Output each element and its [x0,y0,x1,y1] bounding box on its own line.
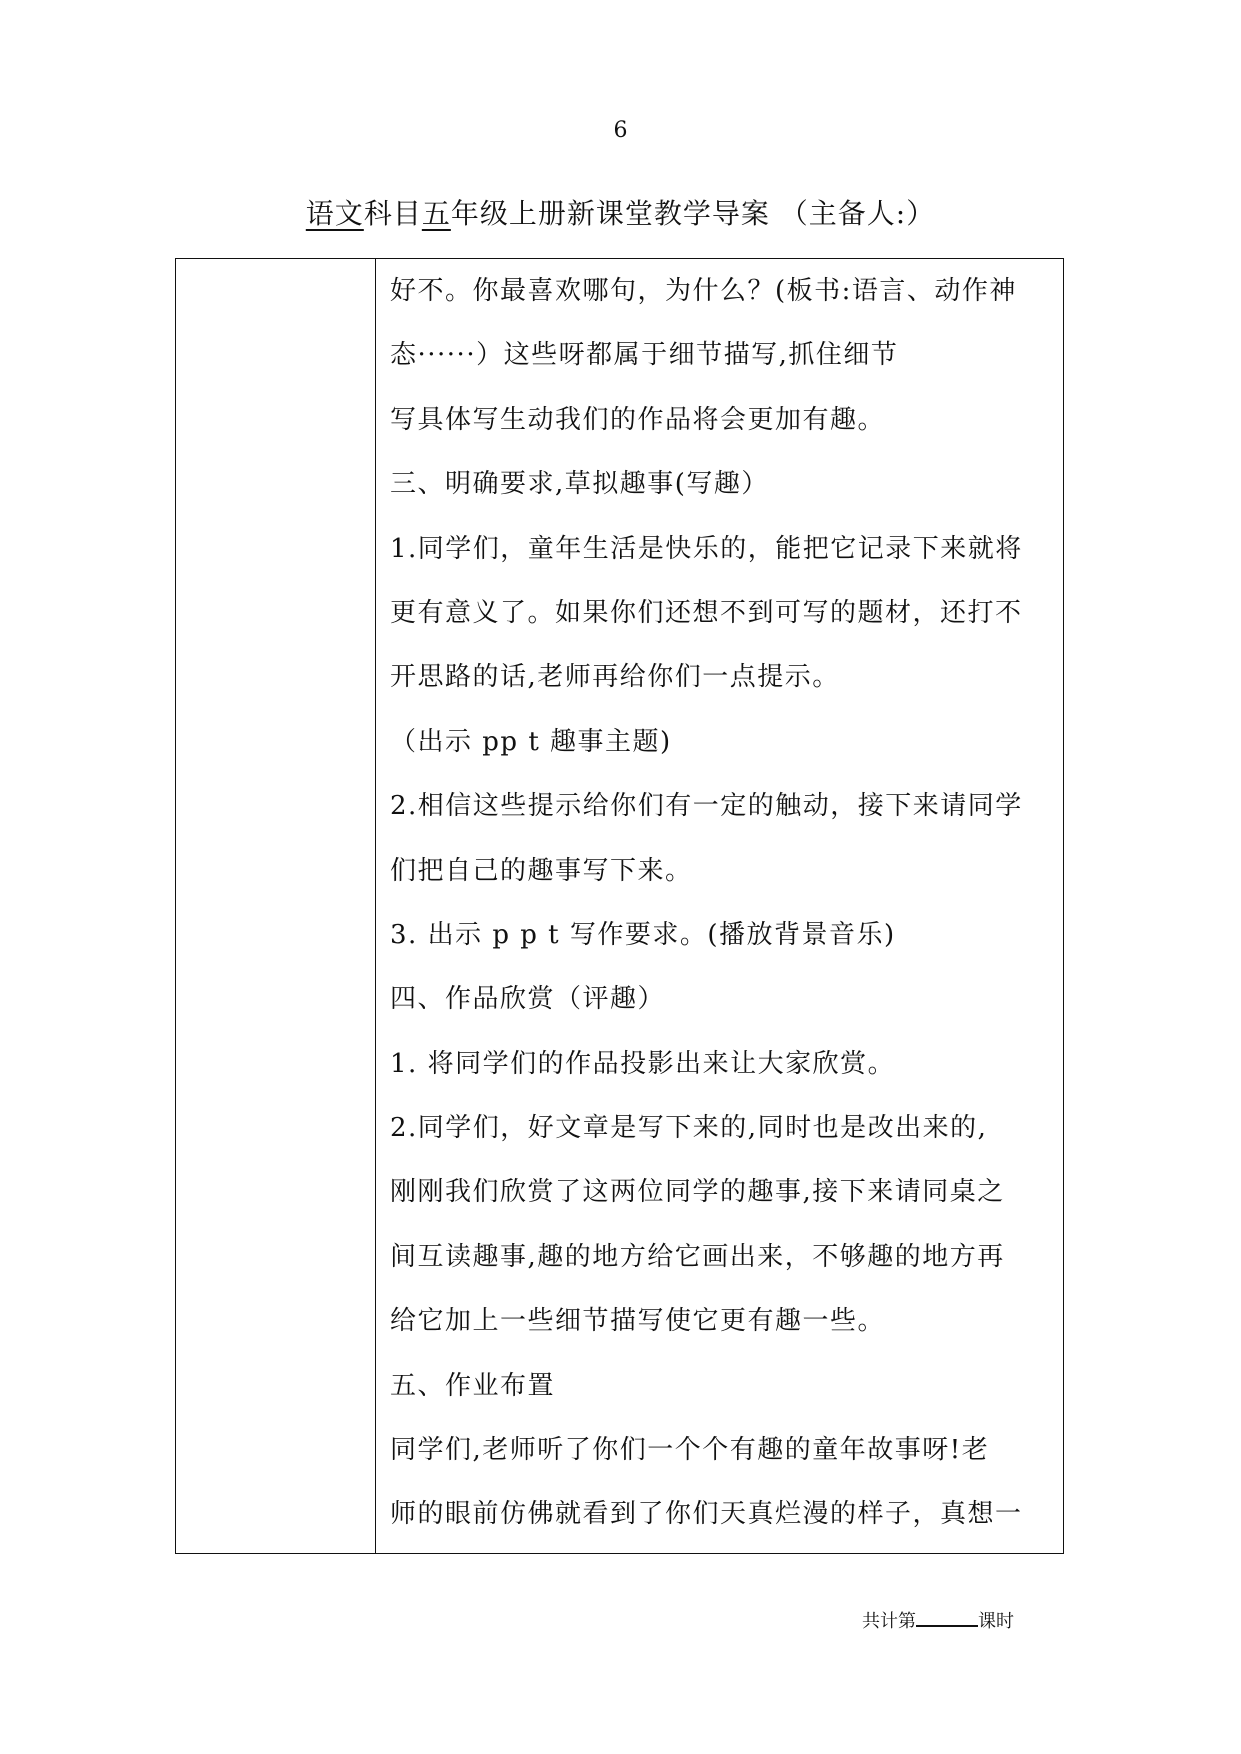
content-line: 间互读趣事,趣的地方给它画出来，不够趣的地方再 [390,1241,1005,1272]
preparer-label: （主备人:） [779,197,936,230]
lesson-plan-table [175,258,1064,1554]
page-number: 6 [613,118,628,143]
lesson-count-blank [916,1607,978,1627]
content-line: 3. 出示 p p t 写作要求。(播放背景音乐) [390,919,896,950]
footer-suffix: 课时 [978,1611,1014,1632]
section-heading: 五、作业布置 [390,1370,556,1401]
content-line: 开思路的话,老师再给你们一点提示。 [390,662,840,693]
subject-label: 科目 [363,197,422,230]
content-line: 同学们,老师听了你们一个个有趣的童年故事呀!老 [390,1435,990,1466]
title-rest: 年级上册新课堂教学导案 [450,197,770,230]
content-line: 1.同学们，童年生活是快乐的，能把它记录下来就将 [390,533,1023,564]
content-line: （出示 pp t 趣事主题) [390,726,672,757]
content-line: 2.相信这些提示给你们有一定的触动，接下来请同学 [390,791,1023,822]
footer-prefix: 共计第 [862,1611,916,1632]
content-cell [376,259,1063,1553]
lesson-count-footer [862,1607,1014,1634]
content-line: 写具体写生动我们的作品将会更加有趣。 [390,404,886,435]
content-line: 2.同学们，好文章是写下来的,同时也是改出来的, [390,1113,988,1144]
content-line: 更有意义了。如果你们还想不到可写的题材，还打不 [390,597,1023,628]
content-line: 给它加上一些细节描写使它更有趣一些。 [390,1306,886,1337]
content-line: 刚刚我们欣赏了这两位同学的趣事,接下来请同桌之 [390,1177,1005,1208]
left-column-cell [176,259,376,1553]
section-heading: 四、作品欣赏（评趣） [390,984,666,1015]
content-line: 态······）这些呀都属于细节描写,抓住细节 [390,340,899,371]
subject-name: 语文 [305,197,364,230]
content-line: 1. 将同学们的作品投影出来让大家欣赏。 [390,1048,896,1079]
section-heading: 三、明确要求,草拟趣事(写趣） [390,469,769,500]
content-line: 好不。你最喜欢哪句，为什么？(板书:语言、动作神 [390,276,1017,306]
page-title [0,196,1241,232]
content-line: 们把自己的趣事写下来。 [390,855,693,886]
content-line: 师的眼前仿佛就看到了你们天真烂漫的样子，真想一 [390,1499,1023,1530]
grade-name: 五 [421,197,451,230]
